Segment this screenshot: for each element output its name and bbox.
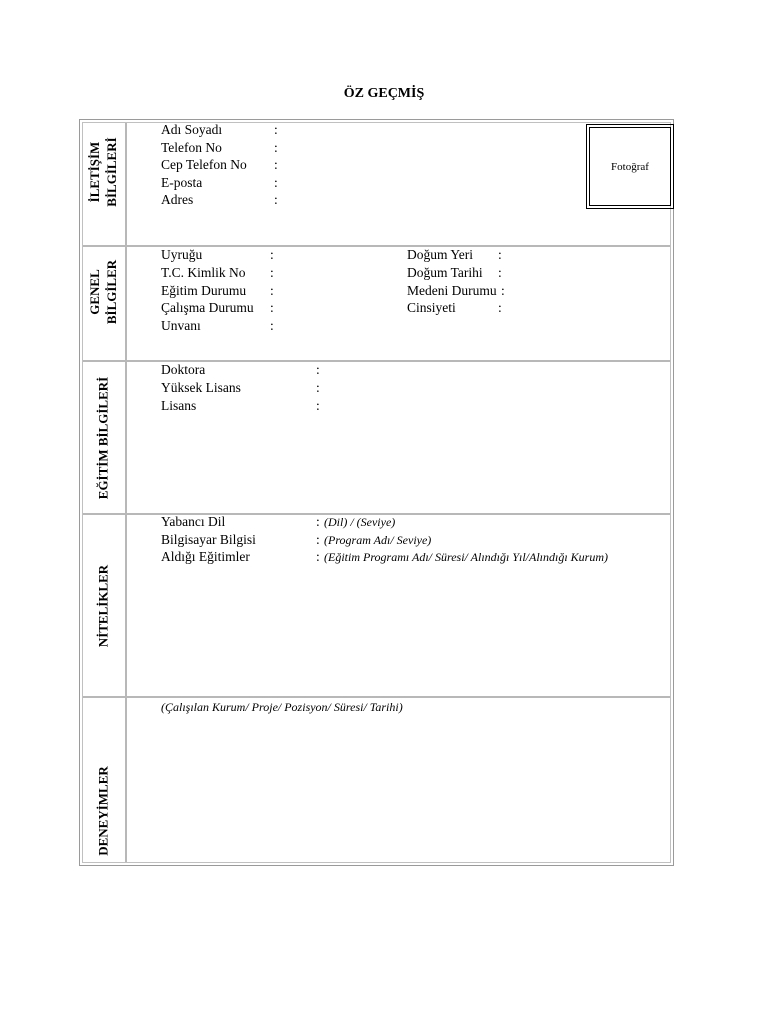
education-bachelor-label: Lisans [161, 398, 197, 413]
general-work-status-colon: : [270, 300, 274, 315]
qual-computer-hint: (Program Adı/ Seviye) [324, 533, 432, 547]
contact-name-label: Adı Soyadı [161, 122, 223, 137]
section-egitim-heading: EĞİTİM BİLGİLERİ [95, 376, 111, 500]
contact-address-label: Adres [161, 192, 194, 207]
qual-computer-label: Bilgisayar Bilgisi [161, 532, 256, 547]
qual-computer-colon: : [316, 532, 320, 547]
iletisim-heading-line1: İLETİŞİM [87, 141, 102, 202]
qual-language-colon: : [316, 514, 320, 529]
education-bachelor-colon: : [316, 398, 320, 413]
general-education-status-colon: : [270, 283, 274, 298]
section-nitelikler-heading: NİTELİKLER [95, 564, 111, 648]
section-genel-heading [82, 248, 124, 336]
cv-table [79, 119, 674, 866]
contact-phone-label: Telefon No [161, 140, 222, 155]
general-nationality-label: Uyruğu [161, 247, 203, 262]
contact-email-label: E-posta [161, 175, 203, 190]
general-birthdate-label: Doğum Tarihi [407, 265, 483, 280]
general-education-status-label: Eğitim Durumu [161, 283, 247, 298]
experience-hint: (Çalışılan Kurum/ Proje/ Pozisyon/ Süresi/ Tarihi) [161, 700, 403, 714]
general-nationality-colon: : [270, 247, 274, 262]
photo-box[interactable] [586, 124, 674, 209]
section-iletisim-heading [82, 123, 124, 220]
education-masters-colon: : [316, 380, 320, 395]
general-work-status-label: Çalışma Durumu [161, 300, 254, 315]
general-tc-colon: : [270, 265, 274, 280]
qual-training-hint: (Eğitim Programı Adı/ Süresi/ Alındığı Yıl/Alındığı Kurum) [324, 550, 609, 564]
general-gender-colon: : [498, 300, 502, 315]
general-marital-label: Medeni Durumu [407, 283, 497, 298]
contact-address-colon: : [274, 192, 278, 207]
qual-training-colon: : [316, 549, 320, 564]
qual-language-hint: (Dil) / (Seviye) [324, 515, 396, 529]
general-marital-colon: : [501, 283, 505, 298]
photo-label: Fotoğraf [589, 127, 671, 206]
divider-4 [83, 696, 670, 698]
genel-heading-line2: BİLGİLER [104, 259, 119, 325]
general-tc-label: T.C. Kimlik No [161, 265, 246, 280]
general-birthplace-colon: : [498, 247, 502, 262]
contact-email-colon: : [274, 175, 278, 190]
contact-mobile-label: Cep Telefon No [161, 157, 247, 172]
contact-phone-colon: : [274, 140, 278, 155]
general-birthplace-label: Doğum Yeri [407, 247, 474, 262]
education-phd-label: Doktora [161, 362, 206, 377]
general-title-label: Unvanı [161, 318, 201, 333]
page-title: ÖZ GEÇMİŞ [343, 86, 425, 101]
genel-heading-line1: GENEL [87, 269, 102, 315]
contact-name-colon: : [274, 122, 278, 137]
education-masters-label: Yüksek Lisans [161, 380, 241, 395]
general-title-colon: : [270, 318, 274, 333]
contact-mobile-colon: : [274, 157, 278, 172]
qual-language-label: Yabancı Dil [161, 514, 226, 529]
column-divider [125, 123, 127, 862]
general-birthdate-colon: : [498, 265, 502, 280]
general-gender-label: Cinsiyeti [407, 300, 456, 315]
education-phd-colon: : [316, 362, 320, 377]
iletisim-heading-line2: BİLGİLERİ [104, 136, 119, 207]
cv-table-inner [82, 122, 671, 863]
section-deneyimler-heading: DENEYİMLER [95, 766, 111, 856]
qual-training-label: Aldığı Eğitimler [161, 549, 250, 564]
